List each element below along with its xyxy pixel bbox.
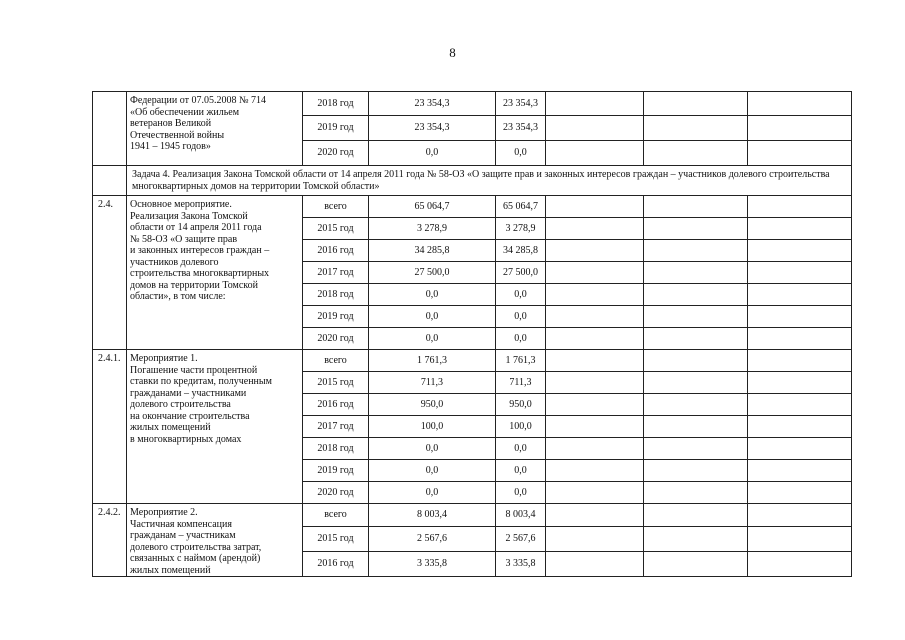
empty-cell bbox=[546, 350, 644, 372]
empty-cell bbox=[748, 527, 852, 552]
empty-cell bbox=[546, 460, 644, 482]
empty-cell bbox=[748, 92, 852, 116]
total-funding-cell: 3 278,9 bbox=[369, 218, 496, 240]
period-cell: 2020 год bbox=[303, 482, 369, 504]
total-funding-cell: 27 500,0 bbox=[369, 262, 496, 284]
period-cell: 2015 год bbox=[303, 218, 369, 240]
empty-cell bbox=[644, 527, 748, 552]
empty-cell bbox=[644, 196, 748, 218]
empty-cell bbox=[546, 240, 644, 262]
item-description bbox=[127, 350, 303, 504]
regional-funding-cell: 27 500,0 bbox=[496, 262, 546, 284]
total-funding-cell: 0,0 bbox=[369, 306, 496, 328]
empty-cell bbox=[546, 262, 644, 284]
period-cell: 2015 год bbox=[303, 372, 369, 394]
period-cell: 2019 год bbox=[303, 460, 369, 482]
item-description bbox=[127, 92, 303, 166]
regional-funding-cell: 34 285,8 bbox=[496, 240, 546, 262]
table-row bbox=[93, 196, 852, 218]
empty-cell bbox=[748, 284, 852, 306]
empty-cell bbox=[546, 394, 644, 416]
empty-cell bbox=[748, 328, 852, 350]
task-heading: Задача 4. Реализация Закона Томской области от 14 апреля 2011 года № 58-ОЗ «О защите прав и законных интересов граждан – участников долевого строительства многоквартирных домов на территории Томской области» bbox=[127, 166, 852, 196]
period-cell: 2017 год bbox=[303, 416, 369, 438]
total-funding-cell: 2 567,6 bbox=[369, 527, 496, 552]
empty-cell bbox=[748, 350, 852, 372]
empty-cell bbox=[748, 394, 852, 416]
total-funding-cell: 711,3 bbox=[369, 372, 496, 394]
period-cell: 2020 год bbox=[303, 328, 369, 350]
total-funding-cell: 23 354,3 bbox=[369, 92, 496, 116]
period-cell: 2018 год bbox=[303, 284, 369, 306]
empty-cell bbox=[644, 92, 748, 116]
regional-funding-cell: 3 278,9 bbox=[496, 218, 546, 240]
empty-cell bbox=[546, 504, 644, 527]
empty-cell bbox=[546, 306, 644, 328]
empty-cell bbox=[644, 394, 748, 416]
period-cell: 2018 год bbox=[303, 438, 369, 460]
empty-cell bbox=[546, 372, 644, 394]
empty-cell bbox=[644, 552, 748, 577]
empty-cell bbox=[546, 328, 644, 350]
total-funding-cell: 950,0 bbox=[369, 394, 496, 416]
empty-cell bbox=[748, 141, 852, 166]
regional-funding-cell: 0,0 bbox=[496, 284, 546, 306]
empty-cell bbox=[748, 460, 852, 482]
number-cell bbox=[93, 166, 127, 196]
regional-funding-cell: 0,0 bbox=[496, 438, 546, 460]
table-row bbox=[93, 92, 852, 116]
total-funding-cell: 23 354,3 bbox=[369, 116, 496, 141]
item-description bbox=[127, 196, 303, 350]
empty-cell bbox=[748, 504, 852, 527]
empty-cell bbox=[748, 262, 852, 284]
empty-cell bbox=[644, 438, 748, 460]
period-cell: 2016 год bbox=[303, 552, 369, 577]
empty-cell bbox=[546, 482, 644, 504]
empty-cell bbox=[546, 218, 644, 240]
empty-cell bbox=[748, 240, 852, 262]
empty-cell bbox=[644, 141, 748, 166]
regional-funding-cell: 711,3 bbox=[496, 372, 546, 394]
empty-cell bbox=[748, 116, 852, 141]
regional-funding-cell: 0,0 bbox=[496, 141, 546, 166]
empty-cell bbox=[644, 116, 748, 141]
table-body bbox=[93, 92, 852, 577]
total-funding-cell: 0,0 bbox=[369, 141, 496, 166]
regional-funding-cell: 0,0 bbox=[496, 482, 546, 504]
page-number: 8 bbox=[449, 45, 456, 60]
item-description-text: Мероприятие 1. Погашение части процентной ставки по кредитам, полученным гражданами – участниками долевого строительства на окончание строительства жилых помещений в многоквартирных домах bbox=[130, 353, 272, 445]
total-funding-cell: 3 335,8 bbox=[369, 552, 496, 577]
empty-cell bbox=[644, 416, 748, 438]
empty-cell bbox=[546, 284, 644, 306]
item-description bbox=[127, 504, 303, 577]
regional-funding-cell: 2 567,6 bbox=[496, 527, 546, 552]
empty-cell bbox=[748, 416, 852, 438]
empty-cell bbox=[546, 92, 644, 116]
period-cell: всего bbox=[303, 504, 369, 527]
regional-funding-cell: 8 003,4 bbox=[496, 504, 546, 527]
regional-funding-cell: 0,0 bbox=[496, 328, 546, 350]
item-number: 2.4.1. bbox=[93, 350, 127, 504]
empty-cell bbox=[644, 460, 748, 482]
regional-funding-cell: 0,0 bbox=[496, 306, 546, 328]
regional-funding-cell: 100,0 bbox=[496, 416, 546, 438]
period-cell: 2016 год bbox=[303, 394, 369, 416]
empty-cell bbox=[644, 306, 748, 328]
empty-cell bbox=[546, 552, 644, 577]
empty-cell bbox=[748, 218, 852, 240]
task-row bbox=[93, 166, 852, 196]
empty-cell bbox=[546, 438, 644, 460]
period-cell: всего bbox=[303, 350, 369, 372]
item-description-text: Основное мероприятие. Реализация Закона Томской области от 14 апреля 2011 года № 58-ОЗ «О защите прав и законных интересов граждан – участников долевого строительства многоквартирных домов на территории Томской области», в том числе: bbox=[130, 199, 270, 302]
period-cell: всего bbox=[303, 196, 369, 218]
empty-cell bbox=[644, 504, 748, 527]
empty-cell bbox=[546, 416, 644, 438]
total-funding-cell: 0,0 bbox=[369, 328, 496, 350]
empty-cell bbox=[748, 438, 852, 460]
period-cell: 2016 год bbox=[303, 240, 369, 262]
period-cell: 2019 год bbox=[303, 116, 369, 141]
period-cell: 2015 год bbox=[303, 527, 369, 552]
total-funding-cell: 100,0 bbox=[369, 416, 496, 438]
total-funding-cell: 0,0 bbox=[369, 438, 496, 460]
empty-cell bbox=[644, 350, 748, 372]
total-funding-cell: 1 761,3 bbox=[369, 350, 496, 372]
total-funding-cell: 0,0 bbox=[369, 482, 496, 504]
total-funding-cell: 0,0 bbox=[369, 284, 496, 306]
empty-cell bbox=[644, 240, 748, 262]
item-number: 2.4.2. bbox=[93, 504, 127, 577]
empty-cell bbox=[546, 527, 644, 552]
empty-cell bbox=[748, 372, 852, 394]
total-funding-cell: 0,0 bbox=[369, 460, 496, 482]
empty-cell bbox=[748, 196, 852, 218]
period-cell: 2020 год bbox=[303, 141, 369, 166]
regional-funding-cell: 0,0 bbox=[496, 460, 546, 482]
regional-funding-cell: 23 354,3 bbox=[496, 92, 546, 116]
empty-cell bbox=[748, 306, 852, 328]
total-funding-cell: 8 003,4 bbox=[369, 504, 496, 527]
empty-cell bbox=[644, 328, 748, 350]
empty-cell bbox=[644, 218, 748, 240]
empty-cell bbox=[644, 482, 748, 504]
regional-funding-cell: 950,0 bbox=[496, 394, 546, 416]
period-cell: 2019 год bbox=[303, 306, 369, 328]
budget-table bbox=[92, 91, 852, 577]
empty-cell bbox=[546, 141, 644, 166]
regional-funding-cell: 3 335,8 bbox=[496, 552, 546, 577]
period-cell: 2018 год bbox=[303, 92, 369, 116]
item-number: 2.4. bbox=[93, 196, 127, 350]
total-funding-cell: 65 064,7 bbox=[369, 196, 496, 218]
total-funding-cell: 34 285,8 bbox=[369, 240, 496, 262]
table-row bbox=[93, 504, 852, 527]
regional-funding-cell: 23 354,3 bbox=[496, 116, 546, 141]
empty-cell bbox=[644, 372, 748, 394]
table-row bbox=[93, 350, 852, 372]
empty-cell bbox=[748, 482, 852, 504]
empty-cell bbox=[546, 196, 644, 218]
regional-funding-cell: 65 064,7 bbox=[496, 196, 546, 218]
item-description-text: Мероприятие 2. Частичная компенсация гражданам – участникам долевого строительства затрат, связанных с наймом (арендой) жилых помещений bbox=[130, 507, 262, 576]
period-cell: 2017 год bbox=[303, 262, 369, 284]
empty-cell bbox=[748, 552, 852, 577]
empty-cell bbox=[546, 116, 644, 141]
empty-cell bbox=[644, 284, 748, 306]
regional-funding-cell: 1 761,3 bbox=[496, 350, 546, 372]
item-description-text: Федерации от 07.05.2008 № 714 «Об обеспечении жильем ветеранов Великой Отечественной войны 1941 – 1945 годов» bbox=[130, 95, 267, 152]
empty-cell bbox=[644, 262, 748, 284]
item-number bbox=[93, 92, 127, 166]
